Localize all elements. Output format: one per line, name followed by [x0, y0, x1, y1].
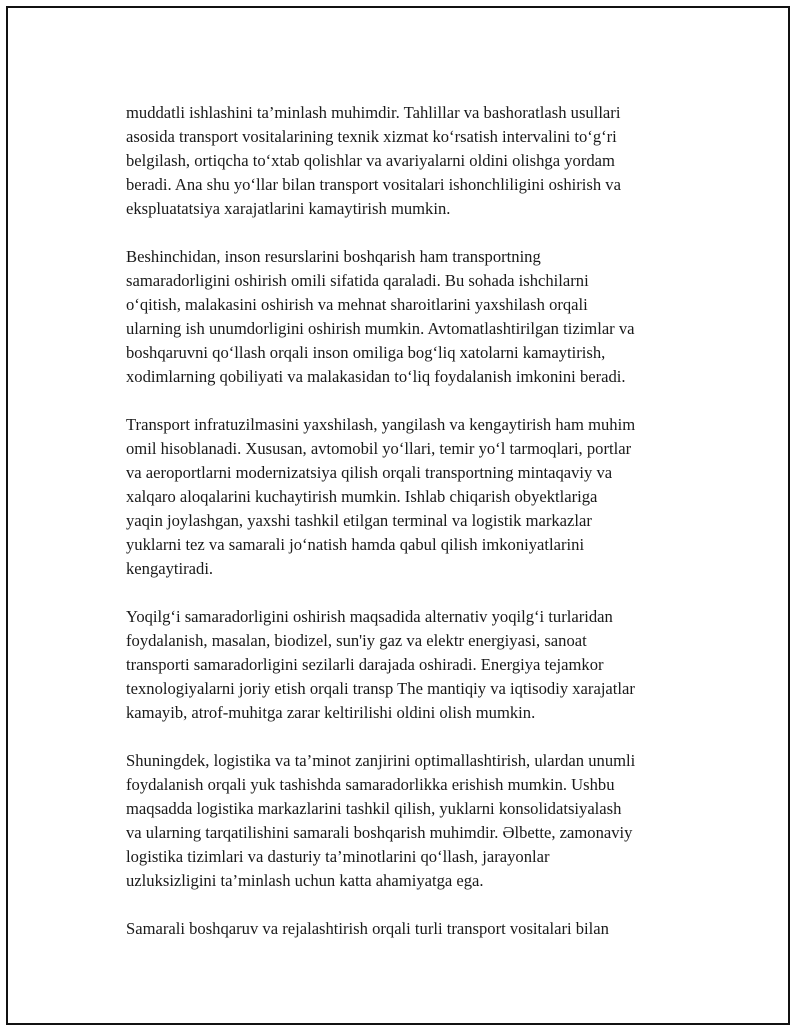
text-line: xalqaro aloqalarini kuchaytirish mumkin. Ishlab chiqarish obyektlariga — [126, 487, 598, 506]
text-line: o‘qitish, malakasini oshirish va mehnat sharoitlarini yaxshilash orqali — [126, 295, 588, 314]
text-line: ekspluatatsiya xarajatlarini kamaytirish mumkin. — [126, 199, 451, 218]
text-line: xodimlarning qobiliyati va malakasidan to‘liq foydalanish imkonini beradi. — [126, 367, 626, 386]
text-line: ularning ish unumdorligini oshirish mumkin. Avtomatlashtirilgan tizimlar va — [126, 319, 635, 338]
text-line: yaqin joylashgan, yaxshi tashkil etilgan terminal va logistik markazlar — [126, 511, 592, 530]
document-body — [126, 101, 706, 965]
text-line: Beshinchidan, inson resurslarini boshqarish ham transportning — [126, 247, 541, 266]
text-line: kengaytiradi. — [126, 559, 214, 578]
text-line: samaradorligini oshirish omili sifatida qaraladi. Bu sohada ishchilarni — [126, 271, 589, 290]
text-line: boshqaruvni qo‘llash orqali inson omiliga bog‘liq xatolarni kamaytirish, — [126, 343, 606, 362]
text-line: yuklarni tez va samarali jo‘natish hamda qabul qilish imkoniyatlarini — [126, 535, 585, 554]
text-line: Yoqilg‘i samaradorligini oshirish maqsadida alternativ yoqilg‘i turlaridan — [126, 607, 613, 626]
text-line: maqsadda logistika markazlarini tashkil qilish, yuklarni konsolidatsiyalash — [126, 799, 622, 818]
text-line: texnologiyalarni joriy etish orqali transp The mantiqiy va iqtisodiy xarajatlar — [126, 679, 635, 698]
text-line: Samarali boshqaruv va rejalashtirish orqali turli transport vositalari bilan — [126, 919, 609, 938]
text-line: foydalanish, masalan, biodizel, sun'iy gaz va elektr energiyasi, sanoat — [126, 631, 587, 650]
paragraph — [126, 749, 706, 893]
paragraph — [126, 917, 706, 941]
text-line: beradi. Ana shu yo‘llar bilan transport vositalari ishonchliligini oshirish va — [126, 175, 621, 194]
text-line: va ularning tarqatilishini samarali boshqarish muhimdir. Əlbettе, zamonaviy — [126, 823, 633, 842]
text-line: omil hisoblanadi. Xususan, avtomobil yo‘llari, temir yo‘l tarmoqlari, portlar — [126, 439, 632, 458]
text-line: belgilash, ortiqcha to‘xtab qolishlar va avariyalarni oldini olishga yordam — [126, 151, 615, 170]
paragraph — [126, 101, 706, 221]
text-line: uzluksizligini ta’minlash uchun katta ahamiyatga ega. — [126, 871, 484, 890]
text-line: transporti samaradorligini sezilarli darajada oshiradi. Energiya tejamkor — [126, 655, 604, 674]
paragraph — [126, 245, 706, 389]
paragraph — [126, 413, 706, 581]
text-line: asosida transport vositalarining texnik xizmat ko‘rsatish intervalini to‘g‘ri — [126, 127, 617, 146]
text-line: Shuningdek, logistika va ta’minot zanjirini optimallashtirish, ulardan unumli — [126, 751, 636, 770]
text-line: va aeroportlarni modernizatsiya qilish orqali transportning mintaqaviy va — [126, 463, 613, 482]
text-line: kamayib, atrof-muhitga zarar keltirilishi oldini olish mumkin. — [126, 703, 536, 722]
text-line: muddatli ishlashini ta’minlash muhimdir. Tahlillar va bashoratlash usullari — [126, 103, 621, 122]
text-line: Transport infratuzilmasini yaxshilash, yangilash va kengaytirish ham muhim — [126, 415, 636, 434]
page-frame — [6, 6, 790, 1025]
paragraph — [126, 605, 706, 725]
text-line: logistika tizimlari va dasturiy ta’minotlarini qo‘llash, jarayonlar — [126, 847, 550, 866]
text-line: foydalanish orqali yuk tashishda samaradorlikka erishish mumkin. Ushbu — [126, 775, 615, 794]
